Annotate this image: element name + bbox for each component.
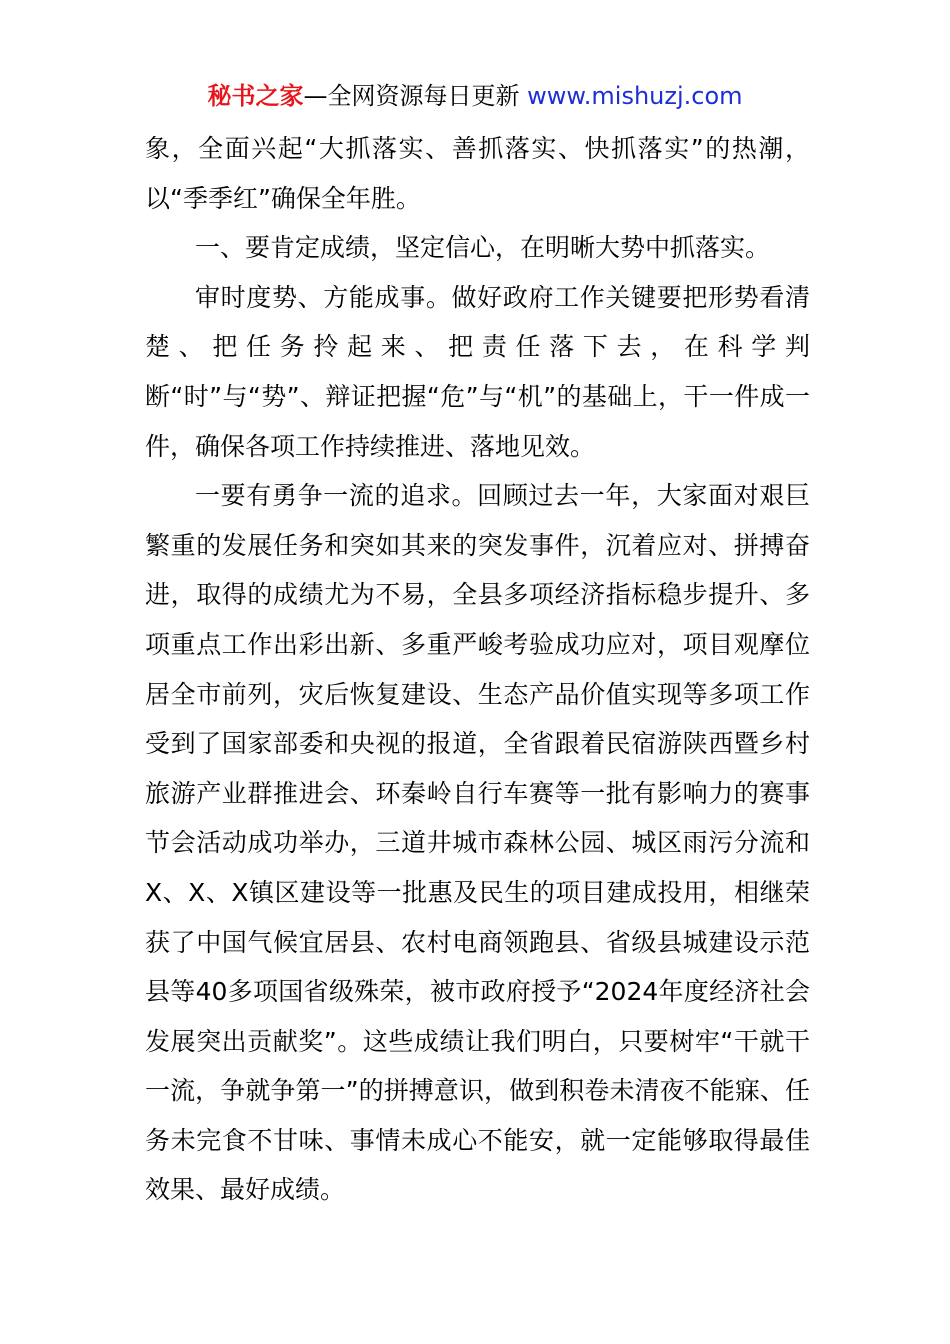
section-heading: 一、要肯定成绩，坚定信心，在明晰大势中抓落实。 (195, 233, 771, 263)
paragraph: 审时度势、方能成事。做好政府工作关键要把形势看清楚、把任务拎起来、把责任落下去，在科学判断“时”与“势”、辩证把握“危”与“机”的基础上，干一件成一件，确保各项工作持续推进、落地见效。 (145, 282, 810, 461)
site-url-link[interactable]: www.mishuzj.com (527, 82, 743, 110)
document-body (145, 124, 810, 1215)
header-tagline: —全网资源每日更新 (303, 82, 528, 110)
paragraph: 一要有勇争一流的追求。回顾过去一年，大家面对艰巨繁重的发展任务和突如其来的突发事件，沉着应对、拼搏奋进，取得的成绩尤为不易，全县多项经济指标稳步提升、多项重点工作出彩出新、多重严峻考验成功应对，项目观摩位居全市前列，灾后恢复建设、生态产品价值实现等多项工作受到了国家部委和央视的报道，全省跟着民宿游陕西暨乡村旅游产业群推进会、环秦岭自行车赛等一批有影响力的赛事节会活动成功举办，三道井城市森林公园、城区雨污分流和X、X、X镇区建设等一批惠及民生的项目建成投用，相继荣获了中国气候宜居县、农村电商领跑县、省级县城建设示范县等40多项国省级殊荣，被市政府授予“2024年度经济社会发展突出贡献奖”。这些成绩让我们明白，只要树牢“干就干一流，争就争第一”的拼搏意识，做到积卷未清夜不能寐、任务未完食不甘味、事情未成心不能安，就一定能够取得最佳效果、最好成绩。 (145, 481, 810, 1205)
page-header (0, 80, 950, 112)
brand-name: 秘书之家 (207, 82, 304, 110)
paragraph-continuation: 象，全面兴起“大抓落实、善抓落实、快抓落实”的热潮，以“季季红”确保全年胜。 (145, 134, 810, 213)
